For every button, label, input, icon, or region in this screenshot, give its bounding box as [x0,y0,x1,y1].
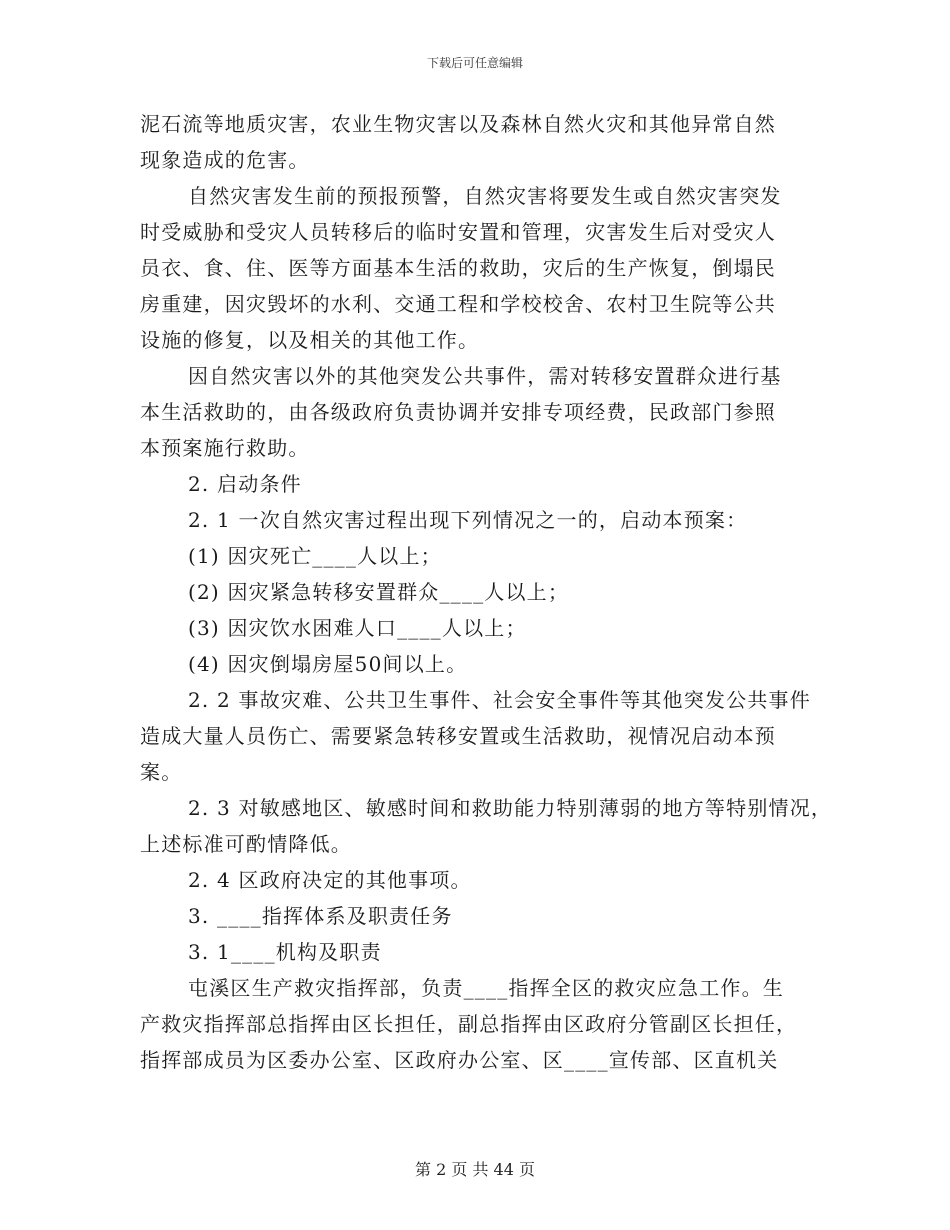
text-line: 2. 1 一次自然灾害过程出现下列情况之一的，启动本预案： [188,508,748,532]
text-line: 3. 1____机构及职责 [188,940,382,964]
text-line: 房重建，因灾毁坏的水利、交通工程和学校校舍、农村卫生院等公共 [140,292,776,316]
text-line: 3. ____指挥体系及职责任务 [188,904,453,928]
text-line: 上述标准可酌情降低。 [140,832,352,856]
text-line: 本生活救助的，由各级政府负责协调并安排专项经费，民政部门参照 [140,400,776,424]
text-line: (1) 因灾死亡____人以上； [188,544,442,568]
text-line: 泥石流等地质灾害，农业生物灾害以及森林自然火灾和其他异常自然 [140,112,776,136]
text-line: 设施的修复，以及相关的其他工作。 [140,328,480,352]
text-line: (4) 因灾倒塌房屋50间以上。 [188,652,468,676]
text-line: (3) 因灾饮水困难人口____人以上； [188,616,527,640]
text-line: 现象造成的危害。 [140,148,310,172]
page-number-footer: 第 2 页 共 44 页 [415,1160,535,1179]
text-line: 指挥部成员为区委办公室、区政府办公室、区____宣传部、区直机关 [140,1048,779,1072]
text-line: 2. 2 事故灾难、公共卫生事件、社会安全事件等其他突发公共事件 [188,688,811,712]
text-line: 2. 启动条件 [188,472,302,496]
text-line: 案。 [140,760,183,784]
text-line: 因自然灾害以外的其他突发公共事件，需对转移安置群众进行基 [188,364,782,388]
document-body [140,106,833,1078]
text-line: (2) 因灾紧急转移安置群众____人以上； [188,580,570,604]
text-line: 造成大量人员伤亡、需要紧急转移安置或生活救助，视情况启动本预 [140,724,776,748]
text-line: 本预案施行救助。 [140,436,310,460]
text-line: 2. 3 对敏感地区、敏感时间和救助能力特别薄弱的地方等特别情况， [188,796,833,820]
text-line: 屯溪区生产救灾指挥部，负责____指挥全区的救灾应急工作。生 [188,976,784,1000]
text-line: 员衣、食、住、医等方面基本生活的救助，灾后的生产恢复，倒塌民 [140,256,776,280]
page-header: 下载后可任意编辑 [426,56,523,70]
text-line: 2. 4 区政府决定的其他事项。 [188,868,472,892]
text-line: 时受威胁和受灾人员转移后的临时安置和管理，灾害发生后对受灾人 [140,220,776,244]
text-line: 自然灾害发生前的预报预警，自然灾害将要发生或自然灾害突发 [188,184,782,208]
text-line: 产救灾指挥部总指挥由区长担任，副总指挥由区政府分管副区长担任， [140,1012,798,1036]
